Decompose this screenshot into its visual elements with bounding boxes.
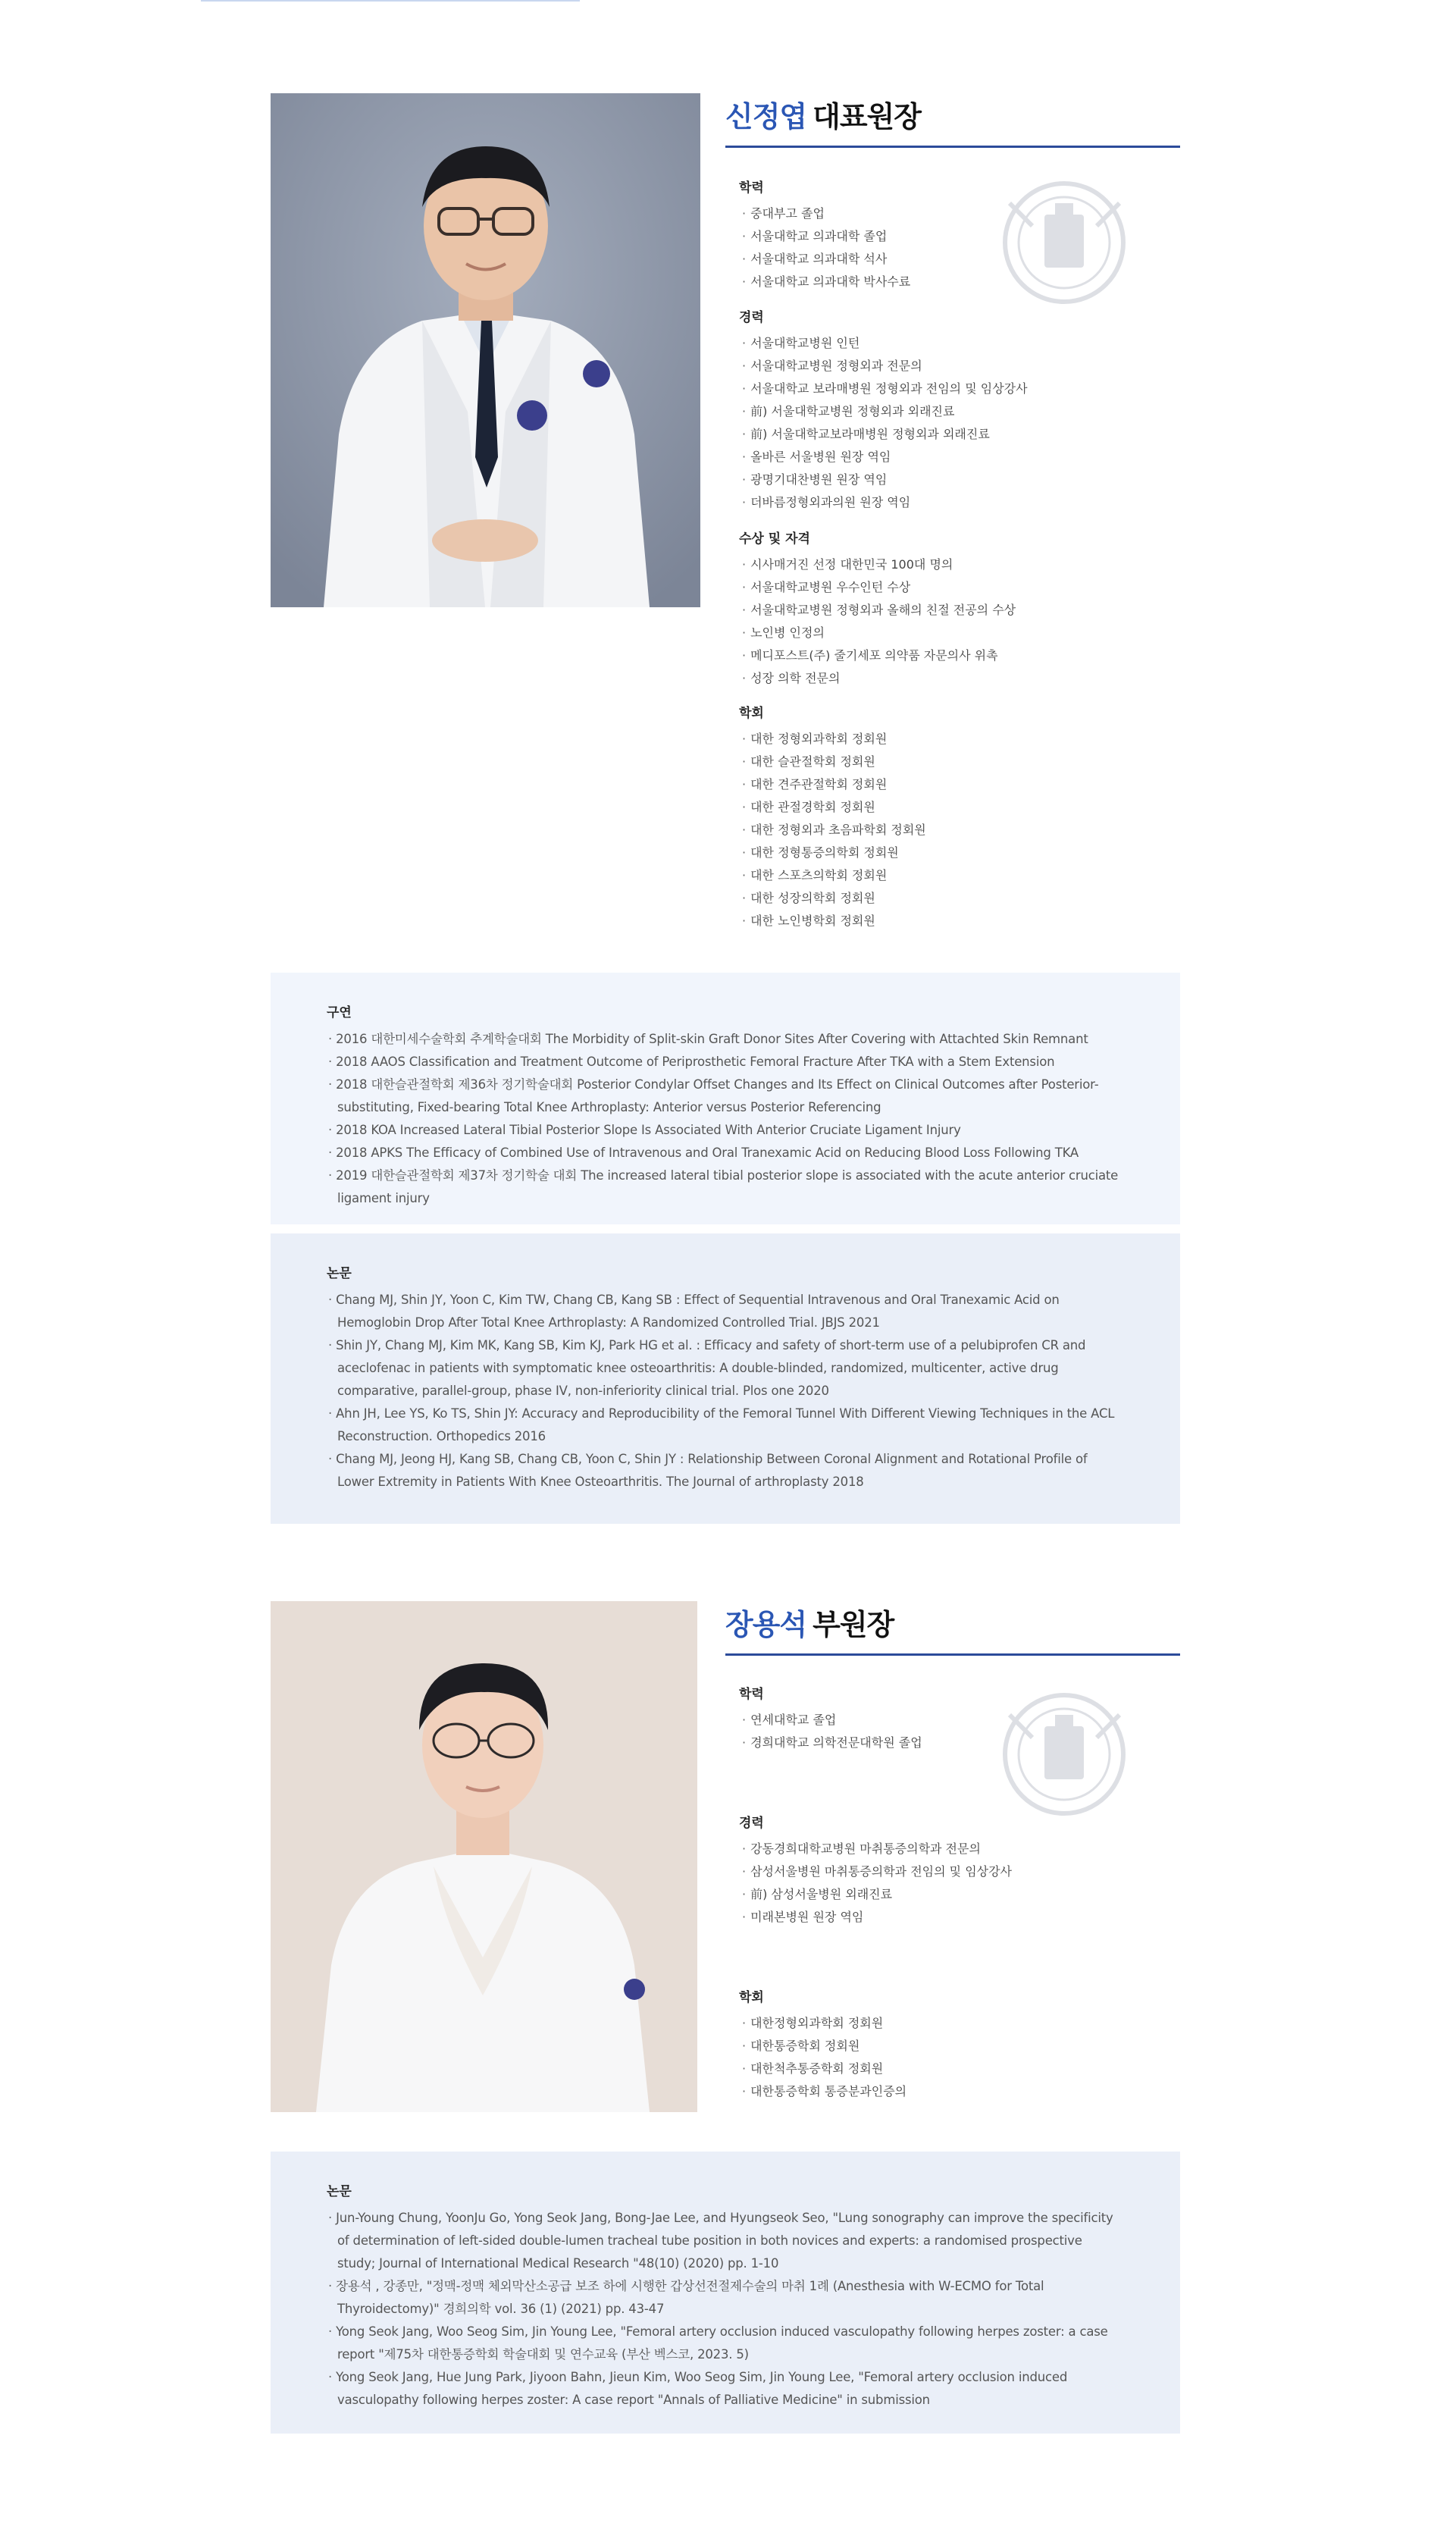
list-item: · 대한척추통증학회 정회원 [739,2058,906,2080]
list-item: · 서울대학교 의과대학 박사수료 [739,271,910,293]
university-seal-icon [994,173,1135,313]
list-item: · 대한 관절경학회 정회원 [739,796,926,819]
list-item: · 미래본병원 원장 역임 [739,1906,1012,1929]
papers-heading: 논문 [327,2184,352,2199]
list-item: · 경희대학교 의학전문대학원 졸업 [739,1732,922,1754]
papers-heading: 논문 [327,1266,352,1281]
doctor2-career [739,1813,1012,1929]
doctor1-profile [725,93,1180,950]
list-item: · 대한통증학회 통증분과인증의 [739,2080,906,2103]
doctor1-awards [739,529,1016,690]
list-item: · 더바름정형외과의원 원장 역임 [739,491,1028,514]
doctor2-title: 부원장 [813,1608,894,1641]
list-item: · 대한 견주관절학회 정회원 [739,773,926,796]
doctor1-title: 대표원장 [813,100,921,133]
list-item: · 前) 삼성서울병원 외래진료 [739,1883,1012,1906]
list-item: · Chang MJ, Jeong HJ, Kang SB, Chang CB, Yoon C, Shin JY : Relationship Between Coronal Alignment and Rotational Profile of Lower Extremity in Patients With Knee Osteoarthritis. The Journal of arthroplasty 2018 [327,1448,1119,1493]
doctor2-name: 장용석 [725,1608,807,1641]
list-item: · 강동경희대학교병원 마취통증의학과 전문의 [739,1838,1012,1860]
doctor1-name: 신정엽 [725,100,807,133]
list-item: · 성장 의학 전문의 [739,667,1016,690]
list-item: · 서울대학교 보라매병원 정형외과 전임의 및 임상강사 [739,378,1028,400]
list-item: · 광명기대찬병원 원장 역임 [739,469,1028,491]
list-item: · 대한통증학회 정회원 [739,2035,906,2058]
list-item: · 서울대학교병원 정형외과 올해의 친절 전공의 수상 [739,599,1016,622]
list-item: · Chang MJ, Shin JY, Yoon C, Kim TW, Chang CB, Kang SB : Effect of Sequential Intravenous and Oral Tranexamic Acid on Hemoglobin Drop After Total Knee Arthroplasty: A Randomized Controlled Trial. JBJS 2021 [327,1289,1119,1334]
list-item: · 대한정형외과학회 정회원 [739,2012,906,2035]
doctor2-heading [725,1601,1180,1656]
list-item: · 서울대학교병원 정형외과 전문의 [739,355,1028,378]
top-divider [201,0,580,2]
doctor2-photo [271,1601,697,2112]
list-item: · 서울대학교 의과대학 석사 [739,248,910,271]
list-item: · 노인병 인정의 [739,622,1016,644]
list-item: · Yong Seok Jang, Hue Jung Park, Jiyoon Bahn, Jieun Kim, Woo Seog Sim, Jin Young Lee, "Femoral artery occlusion induced vasculopathy following herpes zoster: A case report "Annals of Palliative Medicine" in submission [327,2366,1119,2412]
list-item: · 2016 대한미세수술학회 추계학술대회 The Morbidity of Split-skin Graft Donor Sites After Covering with Attachted Skin Remnant [327,1028,1119,1051]
societies-heading: 학회 [739,1990,764,2005]
list-item: · 중대부고 졸업 [739,202,910,225]
list-item: · 메디포스트(주) 줄기세포 의약품 자문의사 위촉 [739,644,1016,667]
career-heading: 경력 [739,310,764,325]
societies-heading: 학회 [739,706,764,721]
list-item: · 대한 정형외과학회 정회원 [739,728,926,751]
list-item: · 前) 서울대학교보라매병원 정형외과 외래진료 [739,423,1028,446]
list-item: · 2018 KOA Increased Lateral Tibial Posterior Slope Is Associated With Anterior Cruciate Ligament Injury [327,1119,1119,1142]
list-item: · 2018 APKS The Efficacy of Combined Use of Intravenous and Oral Tranexamic Acid on Reducing Blood Loss Following TKA [327,1142,1119,1164]
list-item: · 2019 대한슬관절학회 제37차 정기학술 대회 The increased lateral tibial posterior slope is associated with the acute anterior cruciate ligament injury [327,1164,1119,1210]
list-item: · 올바른 서울병원 원장 역임 [739,446,1028,469]
education-heading: 학력 [739,1687,764,1702]
doctor1-career [739,308,1028,514]
list-item: · 대한 슬관절학회 정회원 [739,751,926,773]
education-heading: 학력 [739,180,764,196]
doctor1-education [739,178,910,293]
list-item: · 장용석 , 강종만, "정맥-정맥 체외막산소공급 보조 하에 시행한 갑상선전절제수술의 마취 1례 (Anesthesia with W-ECMO for Total Thyroidectomy)" 경희의학 vol. 36 (1) (2021) pp. 43-47 [327,2275,1119,2321]
list-item: · Ahn JH, Lee YS, Ko TS, Shin JY: Accuracy and Reproducibility of the Femoral Tunnel With Different Viewing Techniques in the ACL Reconstruction. Orthopedics 2016 [327,1403,1119,1448]
list-item: · 서울대학교병원 인턴 [739,332,1028,355]
list-item: · 2018 AAOS Classification and Treatment Outcome of Periprosthetic Femoral Fracture After TKA with a Stem Extension [327,1051,1119,1073]
lectures-heading: 구연 [327,1005,352,1020]
list-item: · 대한 정형통증의학회 정회원 [739,842,926,864]
doctor2-education [739,1685,922,1754]
list-item: · 시사매거진 선정 대한민국 100대 명의 [739,553,1016,576]
doctor2-papers-box [271,2152,1180,2434]
list-item: · 2018 대한슬관절학회 제36차 정기학술대회 Posterior Condylar Offset Changes and Its Effect on Clinical Outcomes after Posterior-substituting, Fixed-bearing Total Knee Arthroplasty: Anterior versus Posterior Referencing [327,1073,1119,1119]
doctor2-profile [725,1601,1180,2124]
list-item: · Shin JY, Chang MJ, Kim MK, Kang SB, Kim KJ, Park HG et al. : Efficacy and safety of short-term use of a pelubiprofen CR and aceclofenac in patients with symptomatic knee osteoarthritis: A double-blinded, randomized, multicenter, active drug comparative, parallel-group, phase IV, non-inferiority clinical trial. Plos one 2020 [327,1334,1119,1403]
doctor1-heading [725,93,1180,148]
list-item: · 대한 정형외과 초음파학회 정회원 [739,819,926,842]
list-item: · Jun-Young Chung, YoonJu Go, Yong Seok Jang, Bong-Jae Lee, and Hyungseok Seo, "Lung sonography can improve the specificity of determination of left-sided double-lumen tracheal tube position in both novices and experts: a randomised prospective study; Journal of International Medical Research "48(10) (2020) pp. 1-10 [327,2207,1119,2275]
list-item: · 대한 스포츠의학회 정회원 [739,864,926,887]
list-item: · 대한 성장의학회 정회원 [739,887,926,910]
list-item: · 대한 노인병학회 정회원 [739,910,926,932]
list-item: · Yong Seok Jang, Woo Seog Sim, Jin Young Lee, "Femoral artery occlusion induced vasculopathy following herpes zoster: a case report "제75차 대한통증학회 학술대회 및 연수교육 (부산 벡스코, 2023. 5) [327,2321,1119,2366]
university-seal-icon [994,1685,1135,1825]
list-item: · 연세대학교 졸업 [739,1709,922,1732]
awards-heading: 수상 및 자격 [739,531,810,547]
doctor2-societies [739,1988,906,2103]
list-item: · 삼성서울병원 마취통증의학과 전임의 및 임상강사 [739,1860,1012,1883]
list-item: · 前) 서울대학교병원 정형외과 외래진료 [739,400,1028,423]
list-item: · 서울대학교 의과대학 졸업 [739,225,910,248]
doctor1-societies [739,704,926,932]
doctor1-papers-box [271,1233,1180,1524]
list-item: · 서울대학교병원 우수인턴 수상 [739,576,1016,599]
career-heading: 경력 [739,1816,764,1831]
doctor1-lectures-box [271,973,1180,1224]
doctor1-photo [271,93,700,607]
